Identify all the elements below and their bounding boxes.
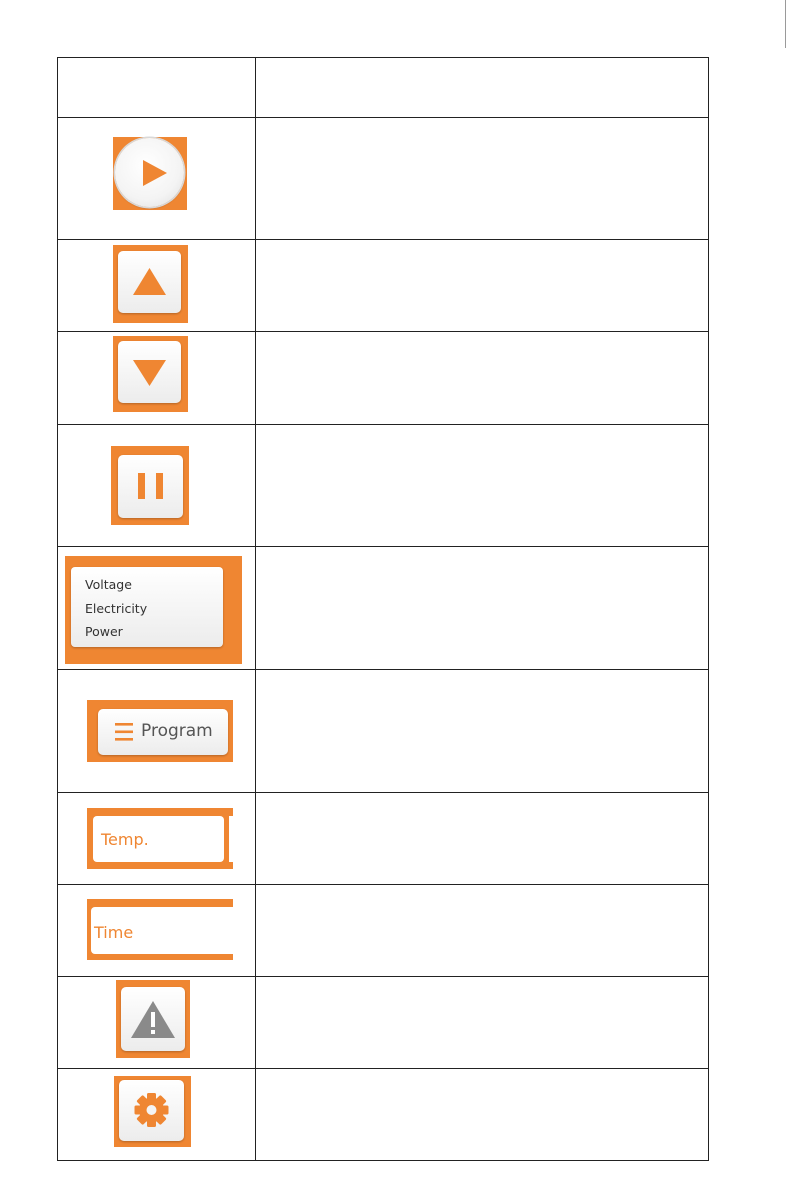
arrow-down-button[interactable]: [113, 336, 188, 412]
play-icon: [115, 138, 184, 207]
menu-icon: [114, 721, 136, 743]
table-row: [58, 885, 709, 977]
icon-cell: [58, 1069, 256, 1161]
table-row: [58, 332, 709, 425]
description-cell: [256, 240, 709, 332]
power-label: Power: [85, 624, 123, 639]
table-row: [58, 425, 709, 547]
temp-field[interactable]: [87, 808, 233, 869]
icon-cell: [58, 670, 256, 793]
table-row: [58, 118, 709, 240]
time-label: Time: [94, 923, 134, 942]
warning-icon: [121, 987, 185, 1051]
icon-cell: [58, 547, 256, 670]
gear-icon: [119, 1080, 184, 1141]
program-button[interactable]: [87, 700, 233, 762]
measurement-panel[interactable]: [65, 556, 242, 664]
electricity-label: Electricity: [85, 601, 148, 616]
description-cell: [256, 977, 709, 1069]
arrow-up-icon: [118, 251, 181, 313]
icon-cell: [58, 885, 256, 977]
description-cell: [256, 332, 709, 425]
table-row: [58, 1069, 709, 1161]
table-row: [58, 793, 709, 885]
description-cell: [256, 793, 709, 885]
settings-button[interactable]: [114, 1076, 191, 1147]
temp-label: Temp.: [101, 830, 149, 849]
icon-cell: [58, 793, 256, 885]
description-cell: [256, 885, 709, 977]
table-row: [58, 240, 709, 332]
arrow-up-button[interactable]: [113, 245, 188, 323]
warning-button[interactable]: [116, 980, 190, 1058]
description-cell: [256, 547, 709, 670]
table-row: [58, 977, 709, 1069]
table-row: [58, 547, 709, 670]
icon-description-table: [57, 57, 709, 1161]
page-edge-line: [785, 0, 786, 48]
program-label: Program: [141, 721, 213, 741]
table-row: [58, 670, 709, 793]
pause-button[interactable]: [111, 446, 189, 525]
description-cell: [256, 670, 709, 793]
description-cell: [256, 118, 709, 240]
table-header-row: [58, 58, 709, 118]
icon-cell: [58, 240, 256, 332]
arrow-down-icon: [118, 341, 181, 403]
header-description-cell: [256, 58, 709, 118]
time-field[interactable]: [87, 899, 233, 960]
icon-cell: [58, 425, 256, 547]
description-cell: [256, 1069, 709, 1161]
pause-icon: [118, 455, 183, 518]
icon-cell: [58, 977, 256, 1069]
icon-cell: [58, 118, 256, 240]
play-button[interactable]: [113, 137, 187, 210]
header-icon-cell: [58, 58, 256, 118]
voltage-label: Voltage: [85, 577, 132, 592]
icon-cell: [58, 332, 256, 425]
description-cell: [256, 425, 709, 547]
